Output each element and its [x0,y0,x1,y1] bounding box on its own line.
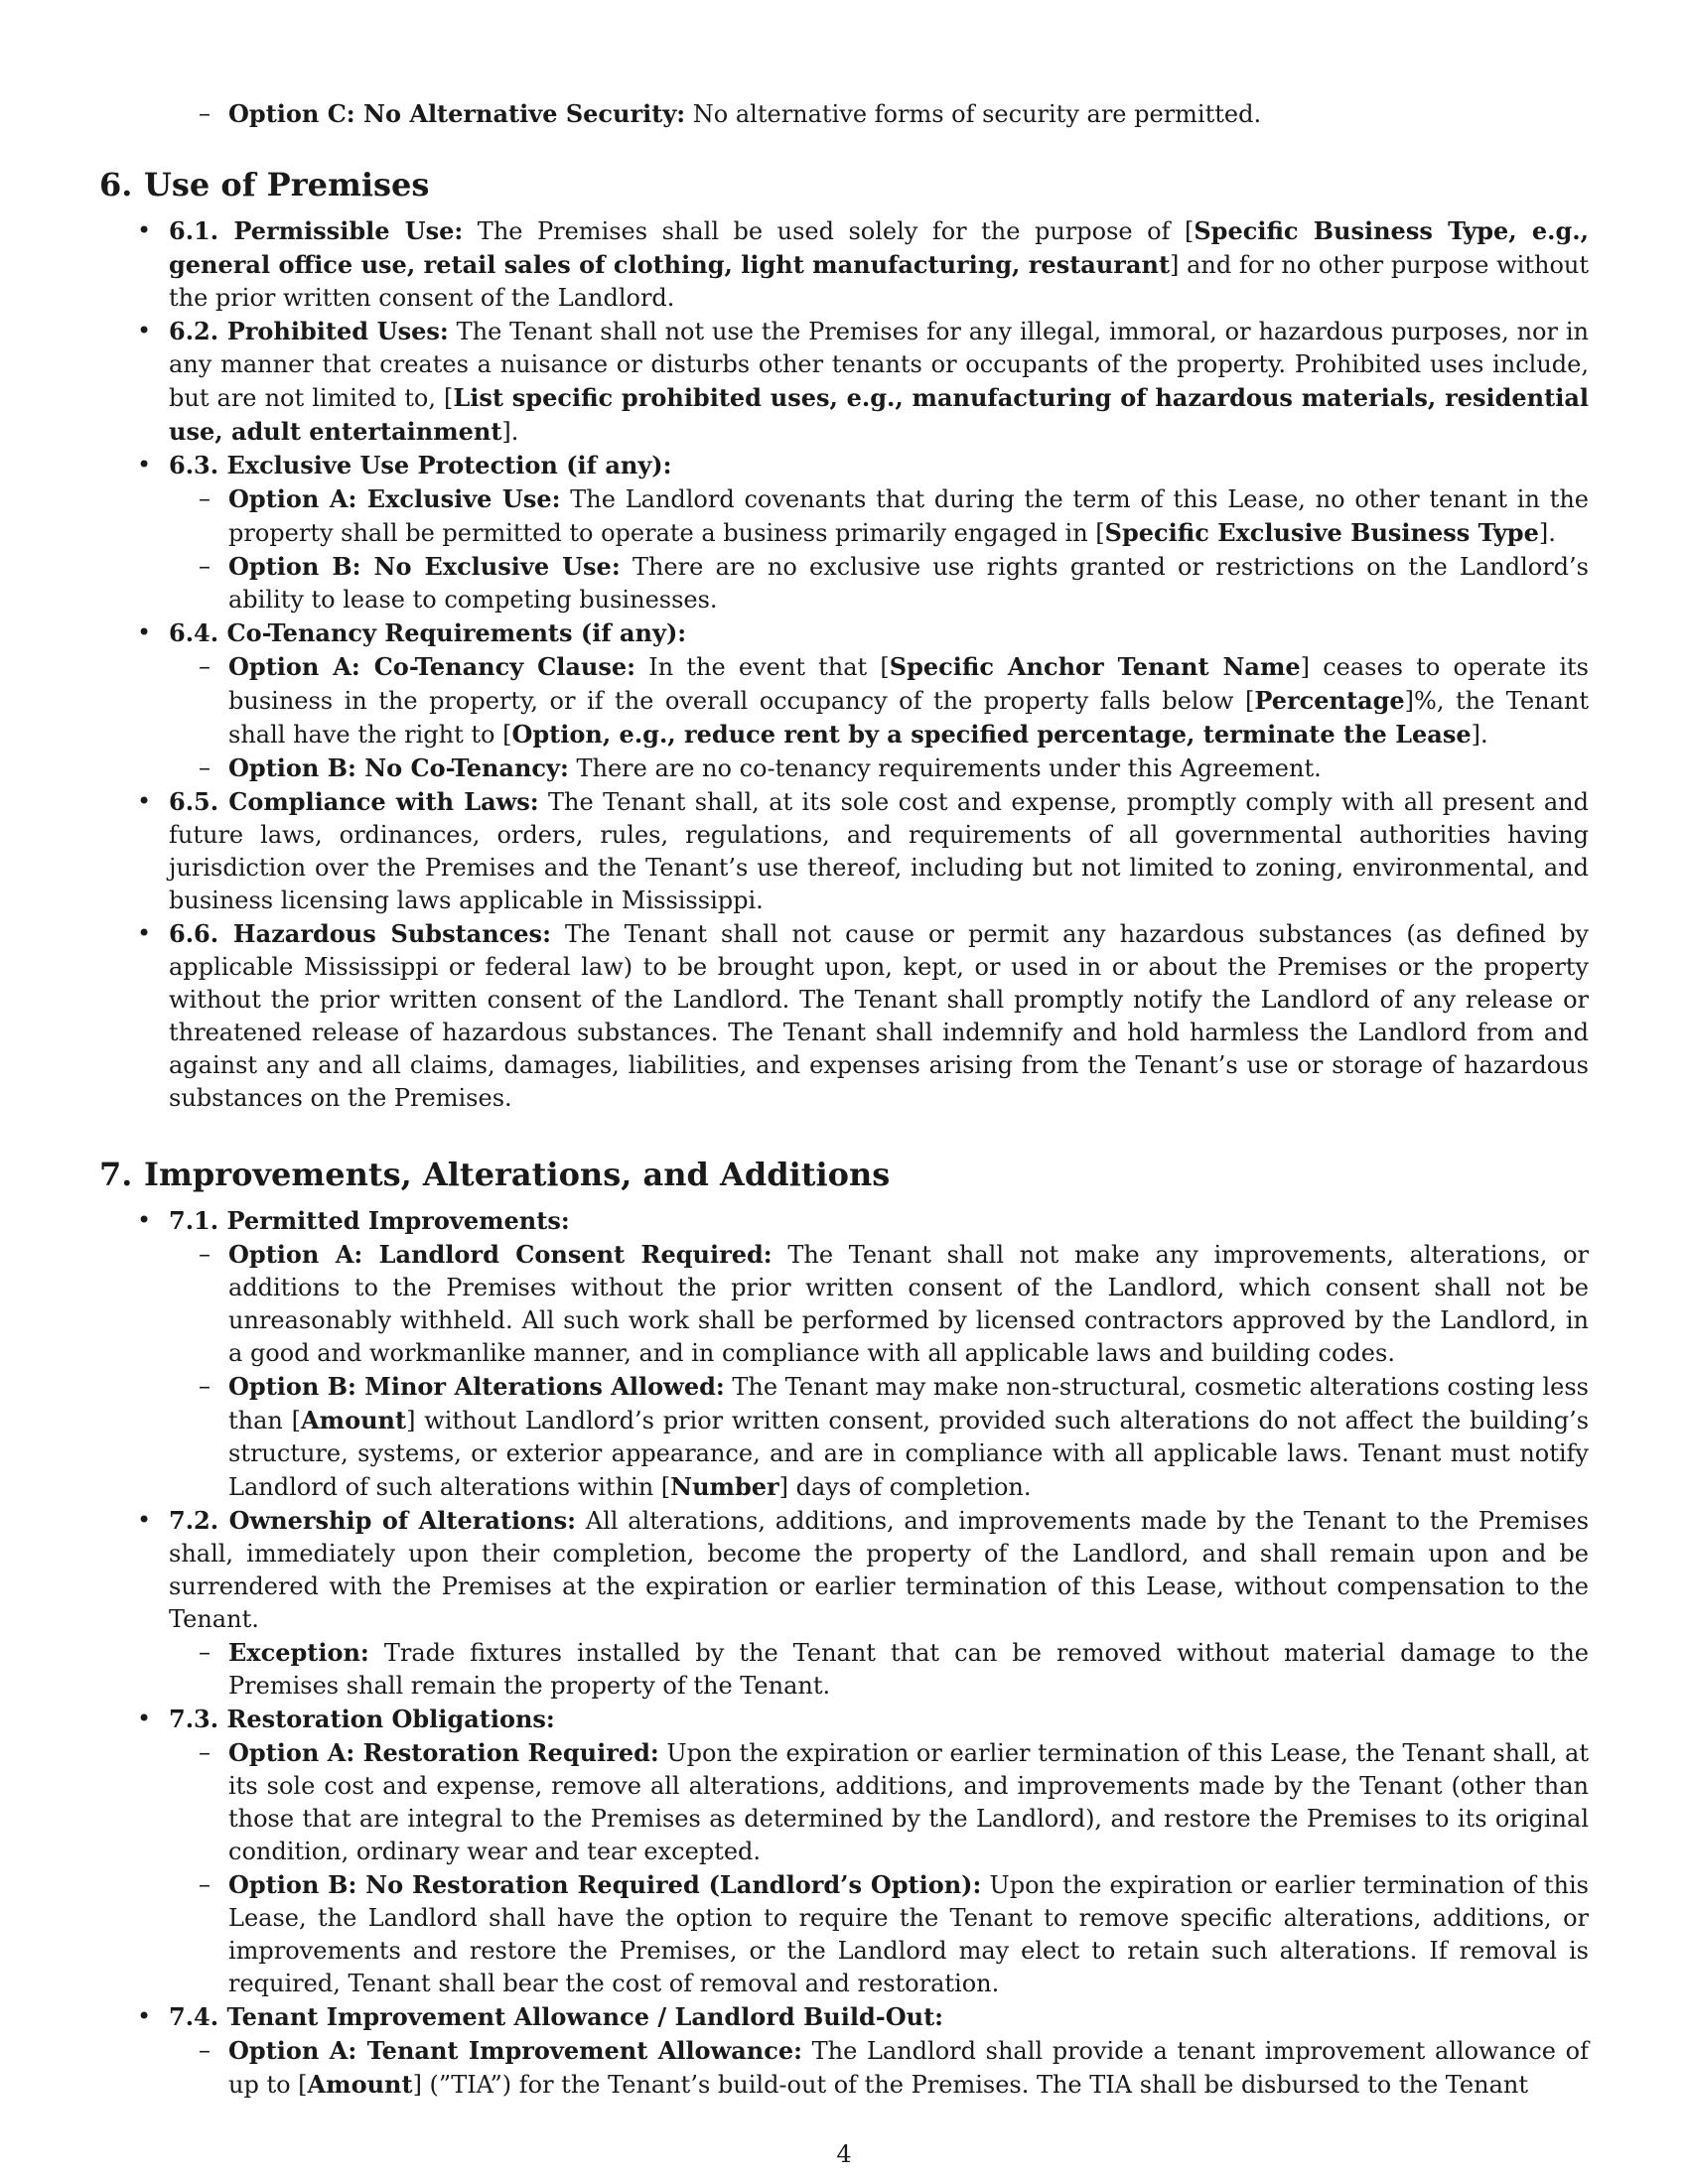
option-item [99,650,1589,751]
option-label: Option C: No Alternative Security: [228,99,686,128]
option-label: Exception: [228,1638,369,1667]
option-text: There are no exclusive use rights granted or restrictions on the Landlord’s ability to lease to competing businesses. [228,553,1589,614]
option-item [99,1636,1589,1703]
option-item [99,751,1589,785]
document-body [99,97,1589,2102]
clause-label: 7.1. Permitted Improvements: [169,1206,570,1235]
bullet-marker: • [137,1506,152,1534]
clause-label: 6.6. Hazardous Substances: [169,919,551,948]
clause-text: All alterations, additions, and improvements made by the Tenant to the Premises shall, immediately upon their completion, become the property of the Landlord, and shall remain upon and be surrendered with the Premises at the expiration or earlier termination of this Lease, without compensation to the Tenant. [169,1507,1590,1633]
option-text: Upon the expiration or earlier termination of this Lease, the Tenant shall, at its sole cost and expense, remove all alterations, additions, and improvements made by the Tenant (other than those that are integral to the Premises as determined by the Landlord), and restore the Premises to its original condition, ordinary wear and tear excepted. [228,1739,1590,1865]
placeholder-text: List specific prohibited uses, e.g., manufacturing of hazardous materials, residential use, adult entertainment [169,383,1589,446]
clause-text: The Tenant shall, at its sole cost and expense, promptly comply with all present and future laws, ordinances, orders, rules, regulations, and requirements of all governmental authorities having jurisdiction over the Premises and the Tenant’s use thereof, including but not limited to zoning, environmental, and business licensing laws applicable in Mississippi. [169,788,1589,914]
option-text: Upon the expiration or earlier termination of this Lease, the Landlord shall have the option to require the Tenant to remove specific alterations, additions, or improvements and restore the Premises, or the Landlord may elect to retain such alterations. If removal is required, Tenant shall bear the cost of removal and restoration. [228,1871,1589,1997]
option-item [99,97,1589,131]
section-heading [99,165,1589,205]
list-item [99,2000,1589,2034]
section-heading [99,1155,1589,1194]
option-label: Option A: Tenant Improvement Allowance: [228,2036,802,2065]
list-item [99,449,1589,482]
dash-marker: – [199,99,211,127]
section-number: 6. [99,166,133,204]
option-label: Option B: Minor Alterations Allowed: [228,1372,725,1401]
option-text: In the event that [ [634,653,890,681]
dash-marker: – [199,753,211,781]
placeholder-text: Option, e.g., reduce rent by a specified percentage, terminate the Lease [511,720,1472,749]
option-text: ] days of completion. [778,1473,1032,1501]
dash-marker: – [199,1638,211,1666]
option-label: Option B: No Restoration Required (Landlord’s Option): [228,1870,982,1899]
clause-text: ] and for no other purpose without the prior written consent of the Landlord. [169,251,1589,312]
page-number: 4 [836,2140,852,2168]
option-item [99,482,1589,550]
dash-marker: – [199,1738,211,1766]
list-item [99,1504,1589,1636]
option-text: The Tenant may make non-structural, cosmetic alterations costing less than [ [228,1373,1590,1434]
option-text: ]. [1538,519,1556,547]
option-label: Option A: Exclusive Use: [228,484,561,513]
clause-label: 6.4. Co-Tenancy Requirements (if any): [169,618,687,647]
list-item [99,616,1589,650]
dash-marker: – [199,1240,211,1268]
list-item [99,1204,1589,1238]
clause-label: 6.1. Permissible Use: [169,216,464,245]
bullet-marker: • [137,618,152,646]
option-label: Option A: Landlord Consent Required: [228,1240,773,1269]
bullet-marker: • [137,1206,152,1234]
clause-text: The Tenant shall not cause or permit any hazardous substances (as defined by applicable Mississippi or federal law) to be brought upon, kept, or used in or about the Premises or the property without the prior written consent of the Landlord. The Tenant shall promptly notify the Landlord of any release or threatened release of hazardous substances. The Tenant shall indemnify and hold harmless the Landlord from and against any and all claims, damages, liabilities, and expenses arising from the Tenant’s use or storage of hazardous substances on the Premises. [169,920,1589,1112]
bullet-marker: • [137,451,152,478]
option-text: ] (”TIA”) for the Tenant’s build-out of the Premises. The TIA shall be disbursed to the Tenant [412,2071,1529,2099]
option-text: ]. [1471,721,1488,749]
option-item [99,1370,1589,1504]
bullet-marker: • [137,216,152,244]
clause-label: 7.2. Ownership of Alterations: [169,1506,577,1535]
placeholder-text: Specific Anchor Tenant Name [889,652,1301,681]
bullet-marker: • [137,787,152,815]
list-item [99,315,1589,449]
placeholder-text: Amount [307,2070,413,2099]
section-number: 7. [99,1156,133,1193]
clause-text: The Tenant shall not use the Premises for any illegal, immoral, or hazardous purposes, nor in any manner that creates a nuisance or disturbs other tenants or occupants of the property. Prohibited uses include, but are not limited to, [ [169,318,1589,412]
option-item [99,550,1589,616]
placeholder-text: Amount [301,1406,407,1434]
option-label: Option A: Co-Tenancy Clause: [228,652,635,681]
dash-marker: – [199,1372,211,1400]
option-item [99,1736,1589,1868]
placeholder-text: Specific Business Type, e.g., general office use, retail sales of clothing, light manufacturing, restaurant [169,216,1590,279]
bullet-marker: • [137,2002,152,2030]
dash-marker: – [199,2036,211,2064]
option-text: ] without Landlord’s prior written consent, provided such alterations do not affect the building’s structure, systems, or exterior appearance, and are in compliance with all applicable laws. Tenant must notify Landlord of such alterations within [ [228,1407,1590,1501]
option-item [99,1238,1589,1370]
dash-marker: – [199,1870,211,1898]
option-label: Option B: No Co-Tenancy: [228,753,569,782]
clause-text: ]. [501,418,519,446]
section-title: Use of Premises [144,166,430,204]
option-text: The Landlord shall provide a tenant improvement allowance of up to [ [228,2037,1589,2099]
option-text: The Landlord covenants that during the term of this Lease, no other tenant in the property shall be permitted to operate a business primarily engaged in [ [228,485,1590,547]
bullet-marker: • [137,317,152,344]
option-item [99,1868,1589,2000]
clause-label: 7.3. Restoration Obligations: [169,1705,555,1733]
list-item [99,214,1589,315]
option-text: The Tenant shall not make any improvements, alterations, or additions to the Premises without the prior written consent of the Landlord, which consent shall not be unreasonably withheld. All such work shall be performed by licensed contractors approved by the Landlord, in a good and workmanlike manner, and in compliance with all applicable laws and building codes. [228,1241,1590,1367]
dash-marker: – [199,552,211,580]
dash-marker: – [199,652,211,680]
option-label: Option A: Restoration Required: [228,1738,659,1767]
bullet-marker: • [137,919,152,947]
list-item [99,917,1589,1115]
placeholder-text: Percentage [1254,686,1405,715]
option-label: Option B: No Exclusive Use: [228,552,621,581]
section-title: Improvements, Alterations, and Additions [144,1156,891,1193]
clause-label: 6.3. Exclusive Use Protection (if any): [169,451,672,479]
clause-label: 6.2. Prohibited Uses: [169,317,449,345]
option-text: Trade fixtures installed by the Tenant that can be removed without material damage to the Premises shall remain the property of the Tenant. [228,1639,1589,1700]
option-text: ] ceases to operate its business in the property, or if the overall occupancy of the property falls below [ [228,653,1590,715]
list-item [99,785,1589,917]
option-text: ]%, the Tenant shall have the right to [ [228,687,1590,749]
list-item [99,1703,1589,1736]
clause-text: The Premises shall be used solely for the purpose of [ [463,217,1195,245]
clause-label: 7.4. Tenant Improvement Allowance / Landlord Build-Out: [169,2002,944,2031]
bullet-marker: • [137,1705,152,1732]
placeholder-text: Number [670,1472,779,1501]
option-text: No alternative forms of security are permitted. [685,100,1262,128]
clause-label: 6.5. Compliance with Laws: [169,787,539,816]
dash-marker: – [199,484,211,512]
option-item [99,2034,1589,2102]
placeholder-text: Specific Exclusive Business Type [1104,518,1539,547]
option-text: There are no co-tenancy requirements under this Agreement. [568,754,1322,782]
